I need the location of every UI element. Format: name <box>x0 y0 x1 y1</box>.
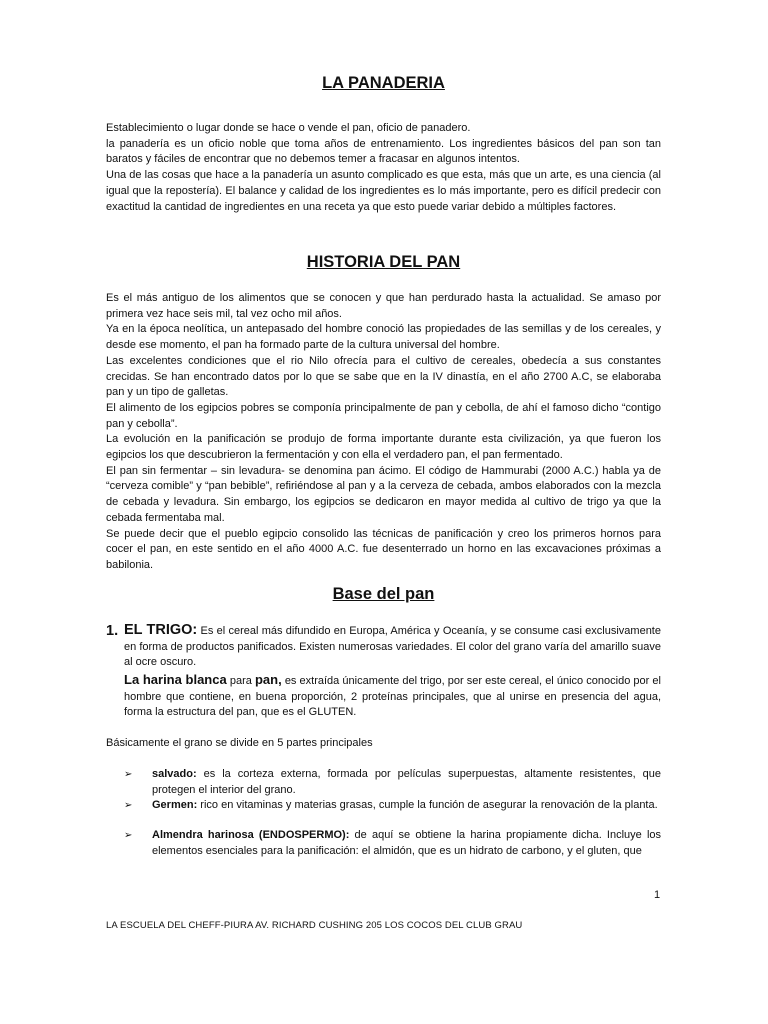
sub-text: es extraída únicamente del trigo, por ser este cereal, el único conocido por el hombre que contiene, en buena proporción, 2 proteínas principales, que al unirse en presencia del agua, forma la estructura del pan, que es el GLUTEN. <box>124 675 661 719</box>
paragraph: Establecimiento o lugar donde se hace o vende el pan, oficio de panadero. <box>106 122 471 134</box>
paragraph: Las excelentes condiciones que el rio Nilo ofrecía para el cultivo de cereales, obedecía a sus constantes crecidas. Se han encontrado datos por lo que se sabe que en la IV dinastía, en el año 2700 A.C, se elaboraba pan y un tipo de galletas. <box>106 354 661 399</box>
bullet-text: es la corteza externa, formada por películas superpuestas, altamente resistentes, que protegen el interior del grano. <box>152 768 661 796</box>
item-number: 1. <box>106 623 119 639</box>
sub-word: pan, <box>254 672 282 687</box>
sub-mid: para <box>226 675 255 687</box>
bullet-label: Germen: <box>152 799 198 811</box>
paragraph: Es el más antiguo de los alimentos que se conocen y que han perdurado hasta la actualidad. Se amaso por primera vez hace seis mil, tal vez ocho mil años. <box>106 292 661 320</box>
arrow-bullet-icon: ➢ <box>124 769 133 780</box>
paragraph: Se puede decir que el pueblo egipcio consolido las técnicas de panificación y creo los primeros hornos para cocer el pan, en este sentido en el año 4000 A.C. fue desenterrado un horno en las excavaciones próximas a babilonia. <box>106 527 661 571</box>
grain-intro: Básicamente el grano se divide en 5 partes principales <box>106 737 373 749</box>
item-paragraph <box>124 623 661 671</box>
intro-section <box>106 121 661 215</box>
bullet-text: de aquí se obtiene la harina propiamente dicha. Incluye los elementos esenciales para la panificación: el almidón, que es un hidrato de carbono, y el gluten, que <box>152 829 662 857</box>
item-subparagraph <box>124 672 661 721</box>
paragraph: El alimento de los egipcios pobres se componía principalmente de pan y cebolla, de ahí el famoso dicho “contigo pan y cebolla”. <box>106 401 661 430</box>
page-title: LA PANADERIA <box>322 74 445 92</box>
page-number: 1 <box>654 889 661 901</box>
paragraph: Una de las cosas que hace a la panadería un asunto complicado es que esta, más que un arte, es una ciencia (al igual que la repostería). El balance y calidad de los ingredientes es lo más importante, pero es difícil predecir con exactitud la cantidad de ingredientes en una receta ya que esto puede variar debido a múltiples factores. <box>106 169 661 213</box>
paragraph: Ya en la época neolítica, un antepasado del hombre conoció las propiedades de las semillas y de los cereales, y desde ese momento, el pan ha formado parte de la cultura universal del hombre. <box>106 323 661 352</box>
bullet-label: salvado: <box>152 768 197 780</box>
paragraph: El pan sin fermentar – sin levadura- se denomina pan ácimo. El código de Hammurabi (2000 A.C.) habla ya de “cerveza comible” y “pan bebible”, refiriéndose al pan y a la cerveza de cebada, ambos elaborados con la mezcla de cebada y levadura. Sin embargo, los egipcios se dedicaron en mayor medida al cultivo de trigo ya que la cebada fermentaba mal. <box>106 464 661 524</box>
section-heading-historia: HISTORIA DEL PAN <box>306 253 461 271</box>
arrow-bullet-icon: ➢ <box>124 830 133 841</box>
bullet-text: rico en vitaminas y materias grasas, cumple la función de asegurar la renovación de la planta. <box>197 799 658 811</box>
historia-section <box>106 291 661 574</box>
arrow-bullet-icon: ➢ <box>124 800 133 811</box>
item-text: Es el cereal más difundido en Europa, América y Oceanía, y se consume casi exclusivamente en forma de productos panificados. Existen numerosas variedades. El color del grano varía del amarillo suave al ocre oscuro. <box>124 625 661 669</box>
page-footer: LA ESCUELA DEL CHEFF-PIURA AV. RICHARD CUSHING 205 LOS COCOS DEL CLUB GRAU <box>106 920 523 931</box>
bullet-label: Almendra harinosa (ENDOSPERMO): <box>152 829 350 841</box>
item-label: EL TRIGO: <box>124 622 198 638</box>
section-heading-base: Base del pan <box>332 585 435 603</box>
paragraph: la panadería es un oficio noble que toma años de entrenamiento. Los ingredientes básicos del pan son tan baratos y fáciles de encontrar que no debemos temer a fracasar en algunos intentos. <box>106 137 661 166</box>
sub-label: La harina blanca <box>124 672 227 687</box>
paragraph: La evolución en la panificación se produjo de forma importante durante esta civilización, ya que fueron los egipcios los que descubrieron la fermentación y con ella el verdadero pan, el pan fermentado. <box>106 433 661 462</box>
